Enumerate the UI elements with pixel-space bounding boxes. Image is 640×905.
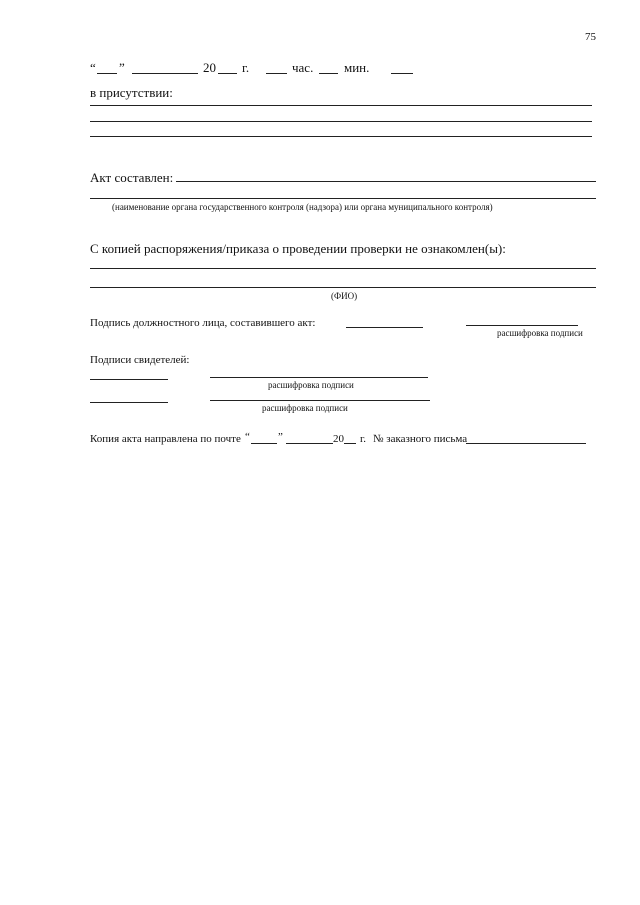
act-compiled-caption: (наименование органа государственного контроля (надзора) или органа муниципального контроля) — [112, 202, 493, 212]
date-open-quote: “ — [90, 60, 96, 75]
day-blank[interactable] — [97, 73, 117, 74]
mail-close-quote: ” — [278, 431, 283, 443]
mail-copy-label: Копия акта направлена по почте — [90, 433, 241, 445]
registered-letter-label: № заказного письма — [373, 433, 468, 445]
presence-line-3[interactable] — [90, 136, 592, 137]
witnesses-label: Подписи свидетелей: — [90, 354, 190, 366]
hours-label: час. — [292, 60, 314, 75]
date-close-quote: ” — [119, 60, 125, 75]
fio-caption: (ФИО) — [331, 291, 358, 301]
registered-letter-number-line[interactable] — [466, 443, 586, 444]
mail-day-blank[interactable] — [251, 443, 277, 444]
page-number: 75 — [585, 31, 596, 43]
witness-2-decoding-line[interactable] — [210, 400, 430, 401]
year-blank[interactable] — [218, 73, 237, 74]
act-compiled-label: Акт составлен: — [90, 170, 174, 185]
mail-year-prefix: 20 — [333, 433, 344, 445]
copy-order-label: С копией распоряжения/приказа о проведении проверки не ознакомлен(ы): — [90, 241, 506, 256]
witness-2-signature-line[interactable] — [90, 402, 168, 403]
official-signature-line[interactable] — [346, 327, 423, 328]
mail-year-blank[interactable] — [344, 443, 356, 444]
witness-2-caption: расшифровка подписи — [262, 403, 348, 413]
year-prefix: 20 — [203, 60, 216, 75]
hours-blank[interactable] — [266, 73, 287, 74]
minutes-blank[interactable] — [319, 73, 338, 74]
minutes-label: мин. — [344, 60, 370, 75]
extra-blank[interactable] — [391, 73, 413, 74]
mail-month-blank[interactable] — [286, 443, 333, 444]
mail-year-suffix: г. — [360, 433, 367, 445]
act-compiled-line-1[interactable] — [176, 181, 596, 182]
month-blank[interactable] — [132, 73, 198, 74]
mail-open-quote: “ — [245, 431, 250, 443]
presence-line-1[interactable] — [90, 105, 592, 106]
witness-1-caption: расшифровка подписи — [268, 380, 354, 390]
copy-order-line-1[interactable] — [90, 268, 596, 269]
official-signature-decoding-line[interactable] — [466, 325, 578, 326]
witness-1-signature-line[interactable] — [90, 379, 168, 380]
witness-1-decoding-line[interactable] — [210, 377, 428, 378]
presence-line-2[interactable] — [90, 121, 592, 122]
year-suffix: г. — [242, 60, 250, 75]
act-compiled-line-2[interactable] — [90, 198, 596, 199]
official-signature-label: Подпись должностного лица, составившего акт: — [90, 317, 316, 329]
official-signature-caption: расшифровка подписи — [497, 328, 583, 338]
copy-order-line-2[interactable] — [90, 287, 596, 288]
presence-label: в присутствии: — [90, 85, 173, 100]
